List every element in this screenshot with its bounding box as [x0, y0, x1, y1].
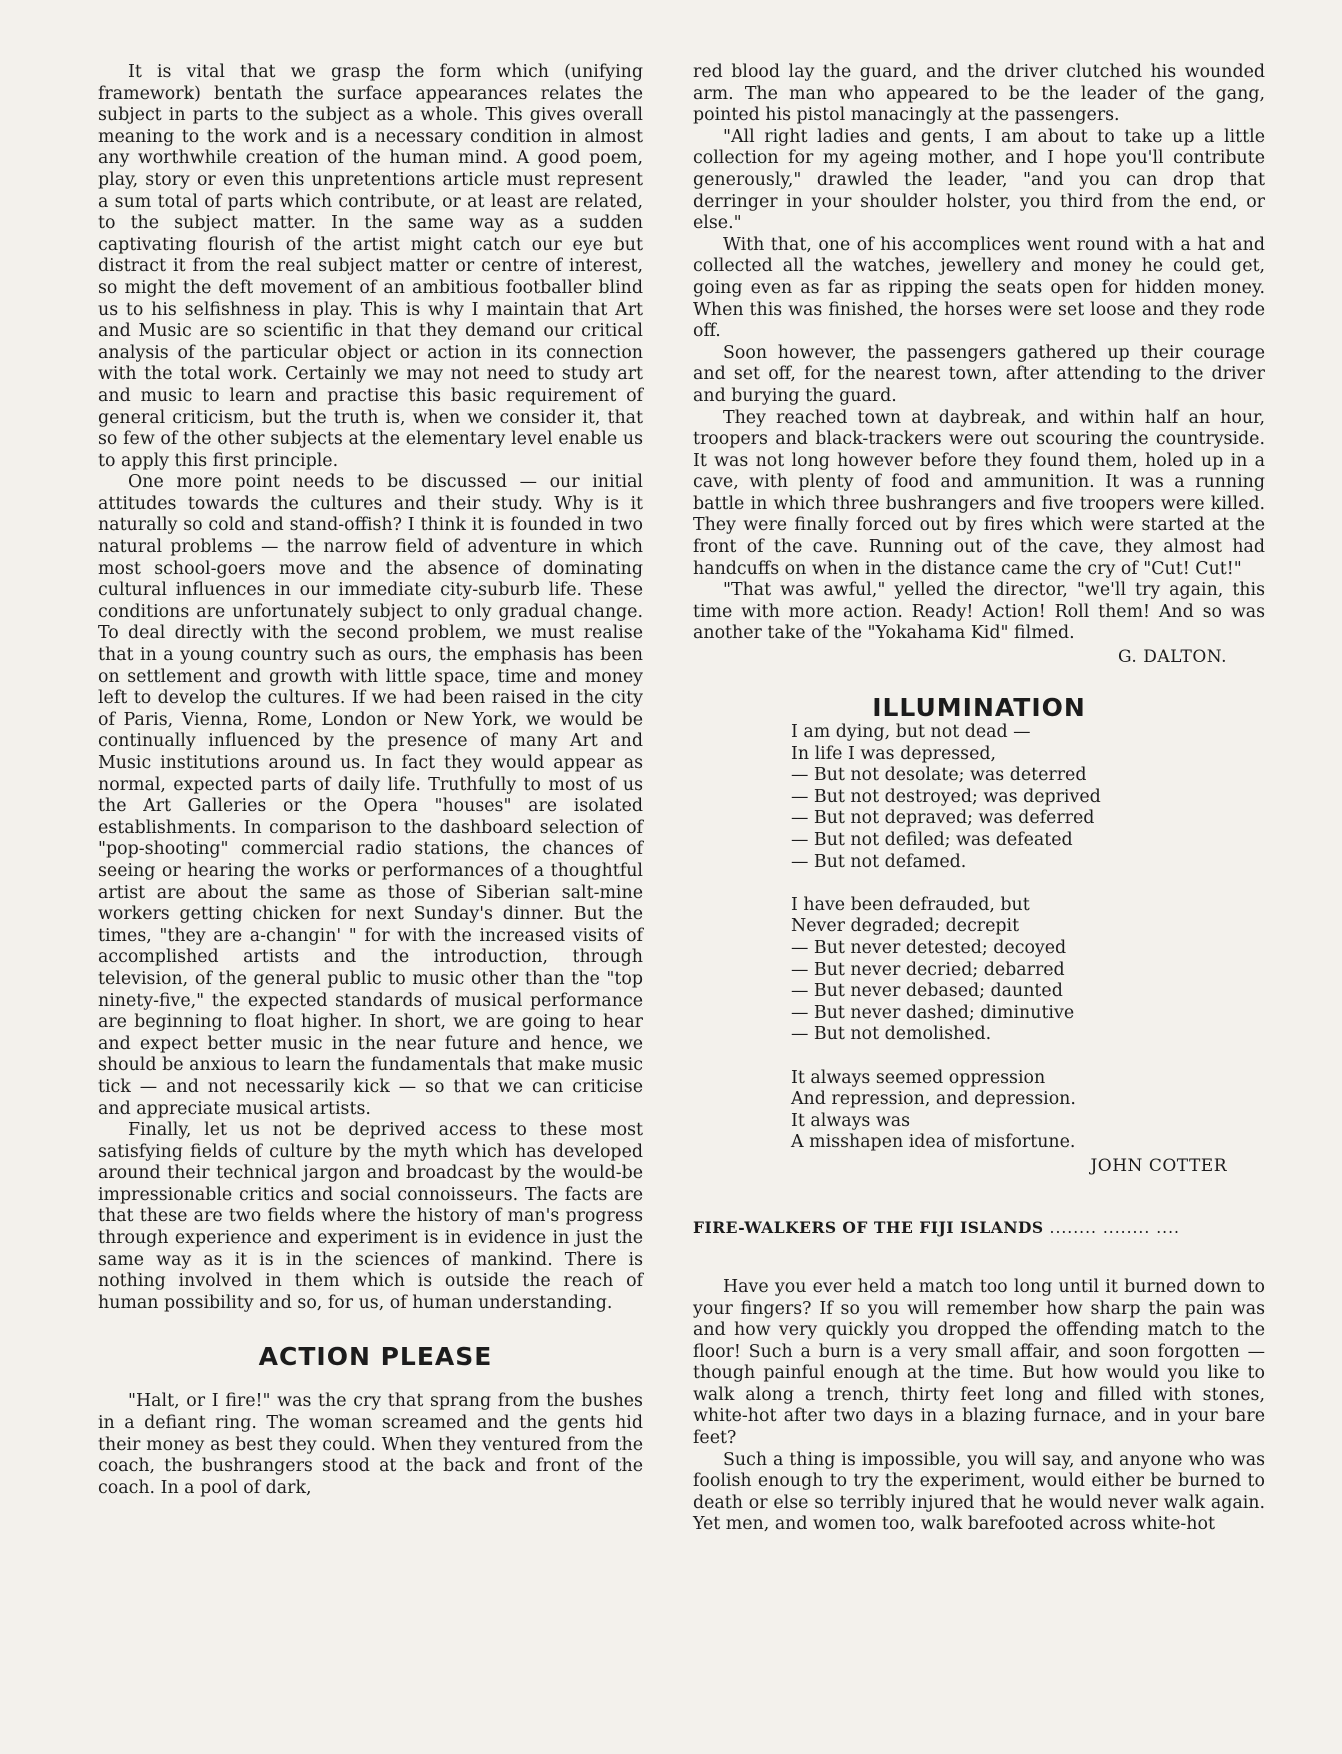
poem [791, 722, 1265, 1154]
article-paragraph: One more point needs to be discussed — our initial attitudes towards the cultures and their study. Why is it naturally so cold and stand-offish? I think it is founded in two natural problems — the narrow field of adventure in which most school-goers move and the absence of dominating cultural influences in our immediate city-suburb life. These conditions are unfortunately subject to only gradual change. To deal directly with the second problem, we must realise that in a young country such as ours, the emphasis has been on settlement and growth with little space, time and money left to develop the cultures. If we had been raised in the city of Paris, Vienna, Rome, London or New York, we would be continually influenced by the presence of many Art and Music institutions around us. In fact they would appear as normal, expected parts of daily life. Truthfully to most of us the Art Galleries or the Opera "houses" are isolated establishments. In comparison to the dashboard selection of "pop-shooting" commercial radio stations, the chances of seeing or hearing the works or performances of a thoughtful artist are about the same as those of Siberian salt-mine workers getting chicken for next Sunday's dinner. But the times, "they are a-changin' " for with the increased visits of accomplished artists and the introduction, through television, of the general public to music other than the "top ninety-five," the expected standards of musical performance are beginning to float higher. In short, we are going to hear and expect better music in the near future and hence, we should be anxious to learn the fundamentals that make music tick — and not necessarily kick — so that we can criticise and appreciate musical artists. [98, 472, 643, 1119]
action-please-heading: ACTION PLEASE [258, 1342, 493, 1372]
poem-line: — But never detested; decoyed [791, 937, 1067, 958]
poem-line: — But never debased; daunted [791, 981, 1063, 1002]
leader-dots: ........ ........ .... [1049, 1218, 1180, 1237]
poem-line: I have been defrauded, but [791, 894, 1030, 915]
left-column [98, 62, 643, 1499]
story-paragraph: "That was awful," yelled the director, "we'll try again, this time with more action. Ready! Action! Roll them! And so was another take of the "Yokahama Kid" filmed. [693, 580, 1265, 644]
poem-line: In life I was depressed, [791, 743, 997, 764]
poem-line: — But not defiled; was defeated [791, 830, 1073, 850]
article-paragraph: Finally, let us not be deprived access to these most satisfying fields of culture by the myth which has developed around their technical jargon and broadcast by the would-be impressionable critics and social connoisseurs. The facts are that these are two fields where the history of man's progress through experience and experiment is in evidence in just the same way as it is in the sciences of mankind. There is nothing involved in them which is outside the reach of human possibility and so, for us, of human understanding. [98, 1120, 643, 1313]
poem-stanza [791, 1068, 1265, 1154]
story-paragraph: red blood lay the guard, and the driver clutched his wounded arm. The man who appeared to be the leader of the gang, pointed his pistol manacingly at the passengers. [693, 62, 1265, 126]
story-paragraph: With that, one of his accomplices went round with a hat and collected all the watches, jewellery and money he could get, going even as far as ripping the seats open for hidden money. When this was finished, the horses were set loose and they rode off. [693, 234, 1265, 342]
poem-line: A misshapen idea of misfortune. [791, 1132, 1076, 1153]
poem-line: It always seemed oppression [791, 1067, 1046, 1088]
article-paragraph: Have you ever held a match too long until it burned down to your fingers? If so you will remember how sharp the pain was and how very quickly you dropped the offending match to the floor! Such a burn is a very small affair, and soon forgotten — though painful enough at the time. But how would you like to walk along a trench, thirty feet long and filled with stones, white-hot after two days in a blazing furnace, and in your bare feet? [693, 1276, 1265, 1449]
poem-stanza [791, 895, 1265, 1046]
fire-walkers-heading [693, 1218, 1265, 1237]
right-column [693, 62, 1265, 1536]
poem-line: I am dying, but not dead — [791, 722, 1031, 743]
story-paragraph: Soon however, the passengers gathered up their courage and set off, for the nearest town, after attending to the driver and burying the guard. [693, 342, 1265, 406]
poem-line: And repression, and depression. [791, 1089, 1076, 1110]
poem-stanza [791, 722, 1265, 873]
poem-line: — But not defamed. [791, 851, 967, 872]
story-paragraph: "All right ladies and gents, I am about to take up a little collection for my ageing mother, and I hope you'll contribute generously," drawled the leader, "and you can drop that derringer in your shoulder holster, you third from the end, or else." [693, 126, 1265, 234]
poem-line: — But not demolished. [791, 1024, 992, 1045]
poem-line: — But never dashed; diminutive [791, 1002, 1075, 1023]
fire-walkers-title: FIRE-WALKERS OF THE FIJI ISLANDS [693, 1217, 1044, 1237]
article-paragraph: It is vital that we grasp the form which (unifying framework) bentath the surface appearances relates the subject in parts to the subject as a whole. This gives overall meaning to the work and is a necessary condition in almost any worthwhile creation of the human mind. A good poem, play, story or even this unpretentions article must represent a sum total of parts which contribute, or at least are related, to the subject matter. In the same way as a sudden captivating flourish of the artist might catch our eye but distract it from the real subject matter or centre of interest, so might the deft movement of an ambitious footballer blind us to his selfishness in play. This is why I maintain that Art and Music are so scientific in that they demand our critical analysis of the particular object or action in its connection with the total work. Certainly we may not need to study art and music to learn and practise this basic requirement of general criticism, but the truth is, when we consider it, that so few of the other subjects at the elementary level enable us to apply this first principle. [98, 62, 643, 471]
poem-line: — But not depraved; was deferred [791, 808, 1095, 829]
poem-line: Never degraded; decrepit [791, 916, 1020, 937]
poem-line: — But never decried; debarred [791, 959, 1065, 980]
poem-line: — But not desolate; was deterred [791, 765, 1087, 786]
story-author: G. DALTON. [1117, 647, 1227, 668]
story-paragraph: They reached town at daybreak, and within half an hour, troopers and black-trackers were out scouring the countryside. It was not long however before they found them, holed up in a cave, with plenty of food and ammunition. It was a running battle in which three bushrangers and five troopers were killed. They were finally forced out by fires which were started at the front of the cave. Running out of the cave, they almost had handcuffs on when in the distance came the cry of "Cut! Cut!" [693, 407, 1265, 579]
illumination-heading: ILLUMINATION [872, 693, 1086, 723]
poem-line: — But not destroyed; was deprived [791, 786, 1101, 807]
story-paragraph: "Halt, or I fire!" was the cry that sprang from the bushes in a defiant ring. The woman screamed and the gents hid their money as best they could. When they ventured from the coach, the bushrangers stood at the back and front of the coach. In a pool of dark, [98, 1391, 643, 1498]
article-paragraph: Such a thing is impossible, you will say, and anyone who was foolish enough to try the experiment, would either be burned to death or else so terribly injured that he would never walk again. Yet men, and women too, walk barefooted across white-hot [693, 1449, 1265, 1535]
poem-line: It always was [791, 1110, 911, 1131]
poem-author: JOHN COTTER [1090, 1155, 1227, 1176]
